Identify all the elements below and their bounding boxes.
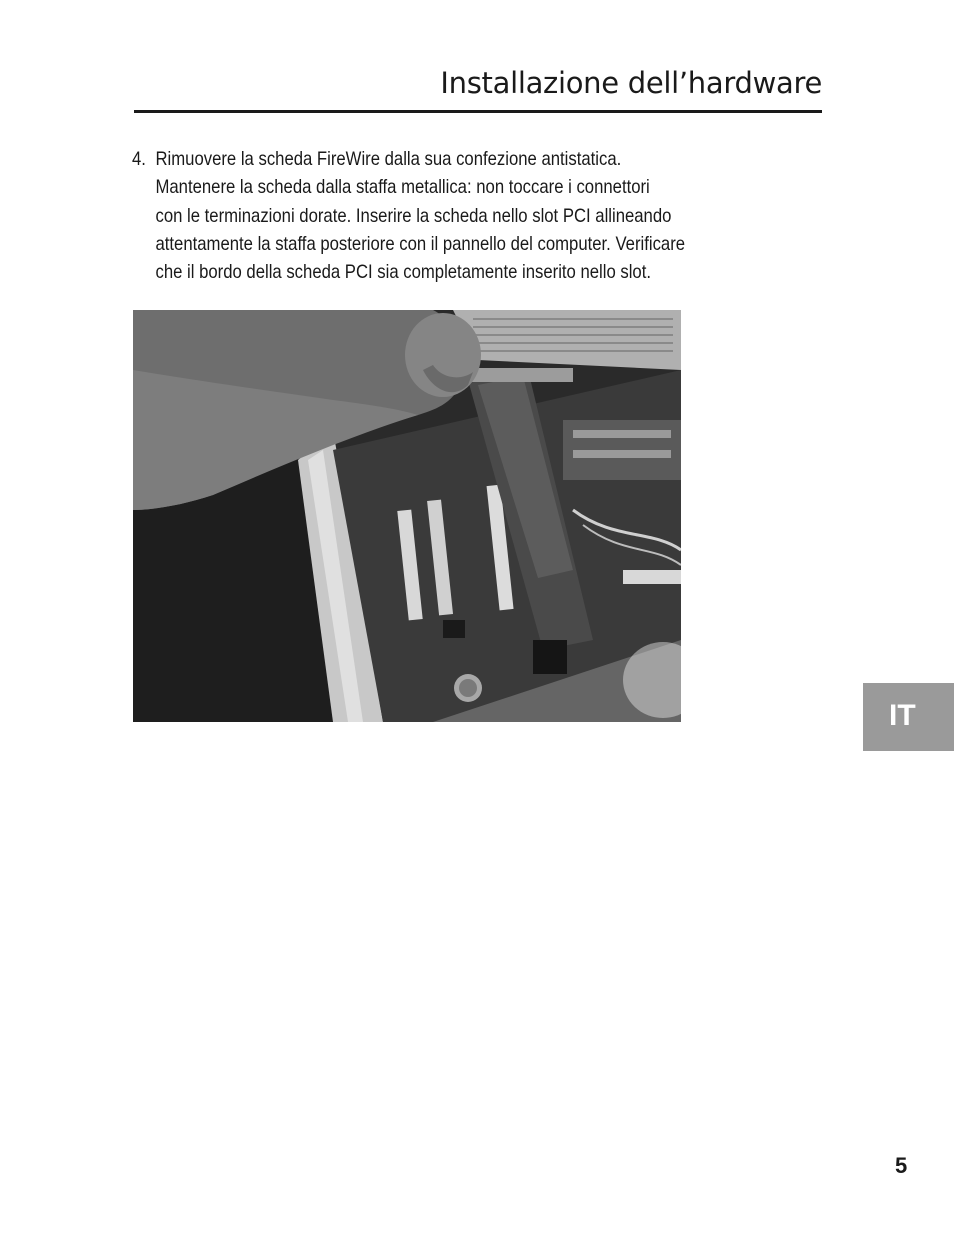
step-line: Mantenere la scheda dalla staffa metallica: non toccare i connettori — [155, 177, 650, 199]
instruction-step — [132, 146, 741, 287]
language-tab-label: IT — [889, 699, 916, 732]
step-line: con le terminazioni dorate. Inserire la scheda nello slot PCI allineando — [155, 205, 672, 227]
step-line: Rimuovere la scheda FireWire dalla sua confezione antistatica. — [155, 149, 622, 170]
step-line: attentamente la staffa posteriore con il pannello del computer. Verificare — [155, 233, 686, 255]
page-title: Installazione dell’hardware — [440, 66, 822, 100]
step-number: 4. — [132, 149, 146, 170]
title-rule — [134, 110, 822, 113]
step-text — [155, 146, 741, 287]
installation-photo — [133, 310, 681, 722]
step-line: che il bordo della scheda PCI sia completamente inserito nello slot. — [155, 262, 651, 284]
page-number: 5 — [895, 1153, 908, 1178]
language-tab — [863, 683, 954, 751]
